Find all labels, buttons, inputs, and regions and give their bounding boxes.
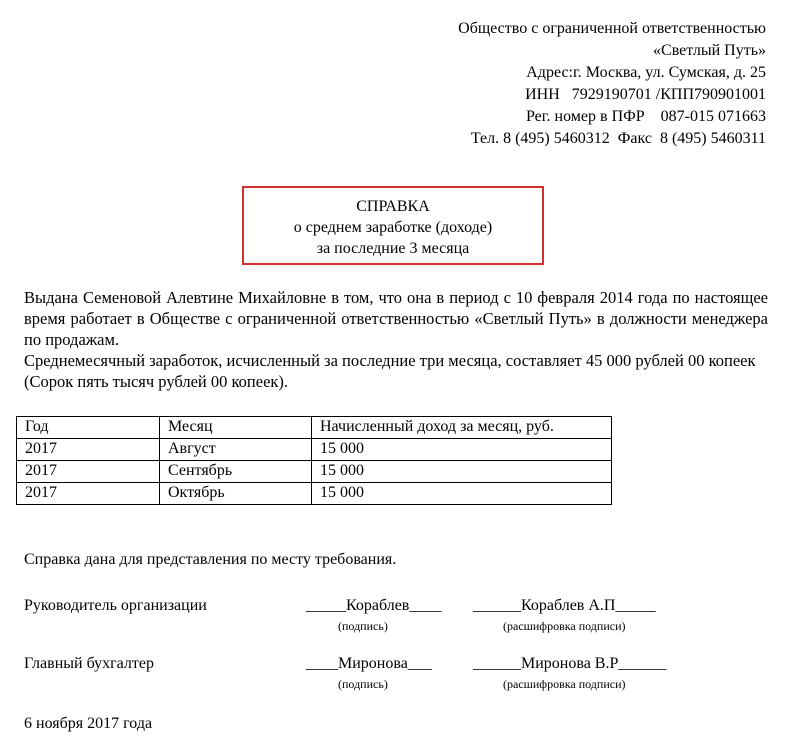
document-body <box>24 287 768 392</box>
director-decoding: ______Кораблев А.П_____ <box>473 597 656 614</box>
table-header-income: Начисленный доход за месяц, руб. <box>312 417 612 439</box>
table-cell-month: Август <box>160 439 312 461</box>
accountant-signature: ____Миронова___ <box>306 655 432 672</box>
table-cell-income: 15 000 <box>312 439 612 461</box>
table-cell-year: 2017 <box>17 483 160 505</box>
purpose-statement: Справка дана для представления по месту требования. <box>24 551 397 568</box>
company-name: Общество с ограниченной ответственностью <box>458 20 766 37</box>
company-brand: «Светлый Путь» <box>653 42 766 59</box>
table-row <box>17 483 612 505</box>
company-inn-kpp: ИНН 7929190701 /КПП790901001 <box>525 86 766 103</box>
table-cell-income: 15 000 <box>312 483 612 505</box>
income-table <box>16 416 612 505</box>
accountant-role: Главный бухгалтер <box>24 655 154 672</box>
table-cell-year: 2017 <box>17 439 160 461</box>
table-header-month: Месяц <box>160 417 312 439</box>
table-cell-month: Октябрь <box>160 483 312 505</box>
accountant-decoding-caption: (расшифровка подписи) <box>503 677 626 691</box>
director-signature: _____Кораблев____ <box>306 597 442 614</box>
table-header-year: Год <box>17 417 160 439</box>
document-subtitle: о среднем заработке (доходе) <box>293 219 493 236</box>
accountant-signature-caption: (подпись) <box>338 677 388 691</box>
document-date: 6 ноября 2017 года <box>24 715 153 732</box>
document-period: за последние 3 месяца <box>316 240 470 257</box>
company-header <box>458 18 766 150</box>
document-title-box <box>242 186 544 265</box>
director-decoding-caption: (расшифровка подписи) <box>503 619 626 633</box>
table-row <box>17 439 612 461</box>
director-role: Руководитель организации <box>24 597 207 614</box>
table-cell-income: 15 000 <box>312 461 612 483</box>
table-cell-month: Сентябрь <box>160 461 312 483</box>
company-address: Адрес:г. Москва, ул. Сумская, д. 25 <box>526 64 766 81</box>
employment-paragraph: Выдана Семеновой Алевтине Михайловне в том, что она в период с 10 февраля 2014 года по настоящее время работает в Обществе с ограниченной ответственностью «Светлый Путь» в должности менеджера по продажам. <box>24 288 768 349</box>
director-signature-caption: (подпись) <box>338 619 388 633</box>
company-phone-fax: Тел. 8 (495) 5460312 Факс 8 (495) 5460311 <box>470 130 766 147</box>
salary-paragraph: Среднемесячный заработок, исчисленный за последние три месяца, составляет 45 000 рублей 00 копеек (Сорок пять тысяч рублей 00 копеек). <box>24 351 756 391</box>
company-pfr-number: Рег. номер в ПФР 087-015 071663 <box>525 108 766 125</box>
accountant-decoding: ______Миронова В.Р______ <box>473 655 667 672</box>
document-title: СПРАВКА <box>356 198 430 215</box>
table-cell-year: 2017 <box>17 461 160 483</box>
table-header-row <box>17 417 612 439</box>
table-row <box>17 461 612 483</box>
